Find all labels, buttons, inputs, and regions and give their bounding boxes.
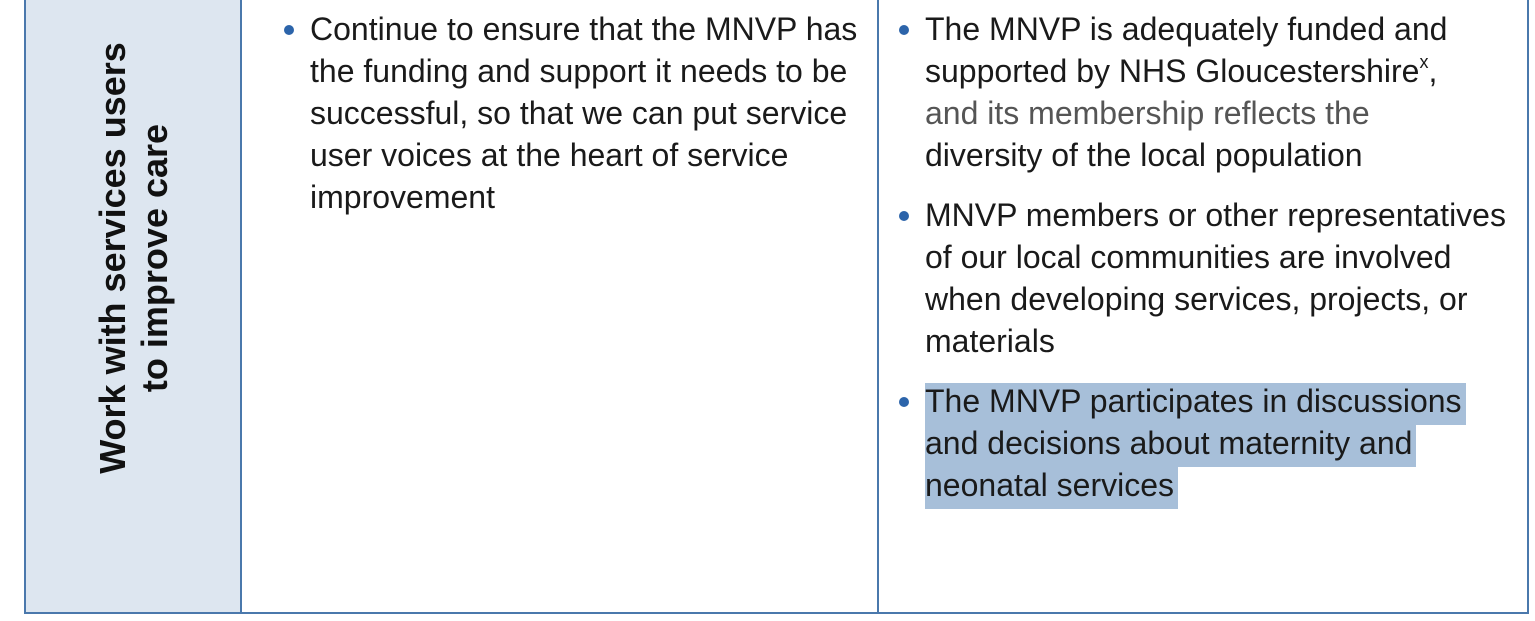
actions-cell	[242, 0, 879, 612]
list-item	[897, 8, 1517, 176]
row-label-line2: to improve care	[134, 123, 175, 393]
actions-list	[282, 8, 872, 236]
outcome-text: diversity of the local population	[925, 137, 1363, 173]
bullet-icon	[284, 25, 294, 35]
outcome-text: and its membership reflects the	[925, 95, 1370, 131]
list-item	[282, 8, 872, 218]
row-label-line1: Work with services users	[92, 42, 133, 474]
action-text: Continue to ensure that the MNVP has the funding and support it needs to be successful, so that we can put service user voices at the heart of service improvement	[310, 11, 858, 215]
outcomes-list	[897, 8, 1517, 524]
list-item	[897, 194, 1517, 362]
bullet-icon	[899, 211, 909, 221]
row-label-cell	[26, 0, 242, 612]
table	[24, 0, 1529, 614]
outcome-text: MNVP members or other representatives of our local communities are involved when developing services, projects, or materials	[925, 197, 1506, 359]
outcome-text: ,	[1428, 53, 1438, 89]
highlighted-selection[interactable]: The MNVP participates in discussions and decisions about maternity and neonatal services	[925, 383, 1466, 509]
outcomes-cell	[879, 0, 1527, 612]
outcome-text: The MNVP is adequately funded and supported by NHS Gloucestershire	[925, 11, 1448, 89]
bullet-icon	[899, 25, 909, 35]
footnote-marker[interactable]: x	[1419, 52, 1429, 73]
bullet-icon	[899, 397, 909, 407]
list-item	[897, 380, 1517, 506]
row-label	[92, 0, 176, 518]
